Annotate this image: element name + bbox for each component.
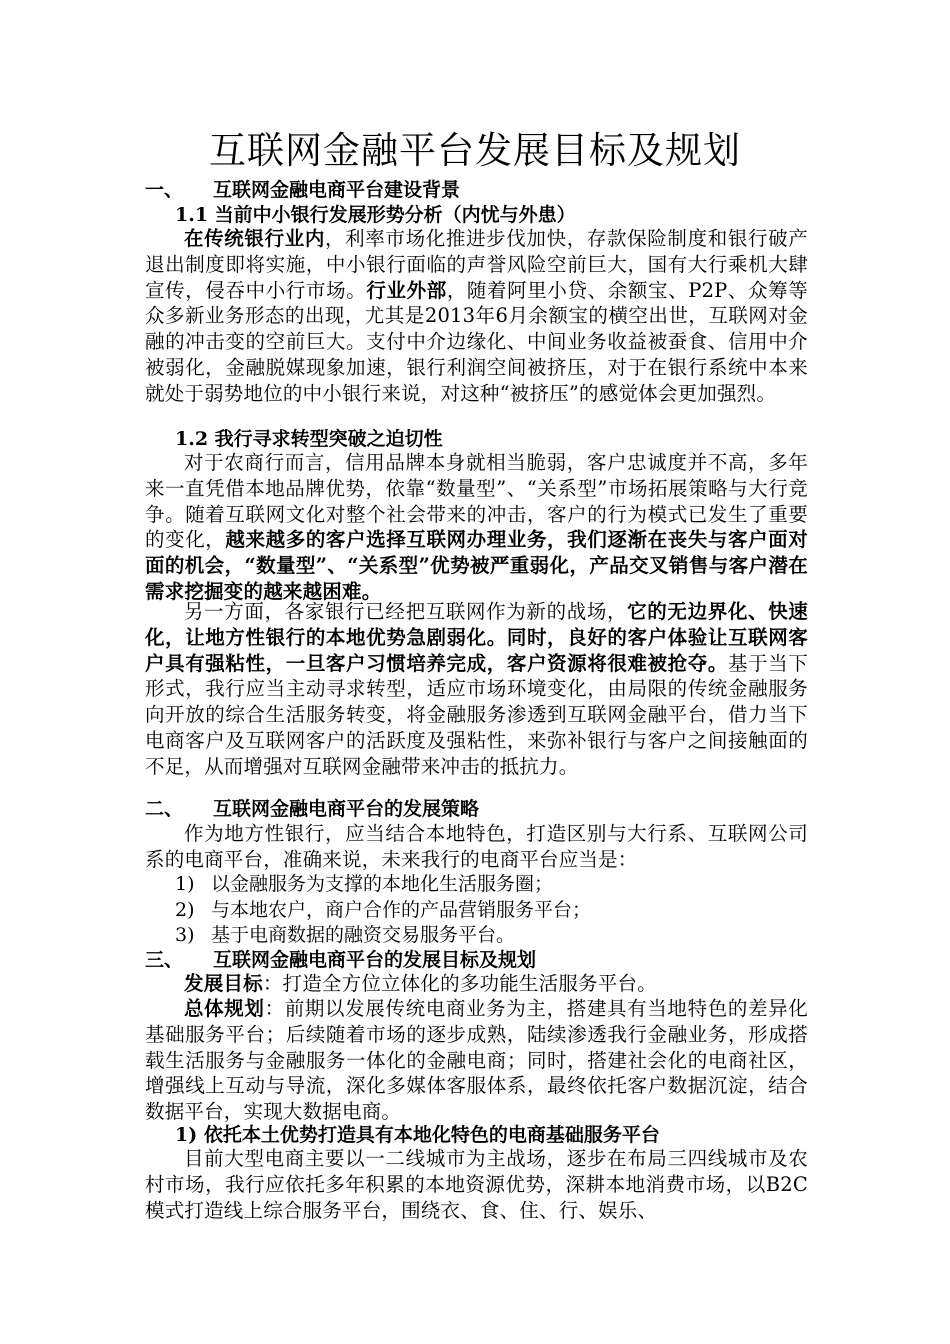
section-2-heading: [145, 797, 479, 821]
list-item-text: 基于电商数据的融资交易服务平台。: [211, 924, 516, 946]
section-3-number: 三、: [145, 949, 184, 971]
plan-label: 总体规划: [184, 997, 265, 1020]
subsection-1-2-heading: 1.2 我行寻求转型突破之迫切性: [175, 428, 443, 450]
list-item-text: 与本地农户，商户合作的产品营销服务平台；: [211, 899, 592, 921]
paragraph-text: 另一方面，各家银行已经把互联网作为新的战场，: [184, 600, 628, 623]
list-item-number: 1): [175, 873, 195, 895]
paragraph-text: ，利率市场化推进步伐加快，存款保险制度和银行破产退出制度即将实施，中小银行面临的声誉风险空前巨大，国有大行乘机大肆宣传，侵吞中小行市场。: [145, 227, 808, 302]
section-2-title: 互联网金融电商平台的发展策略: [213, 798, 480, 820]
section-3-title: 互联网金融电商平台的发展目标及规划: [213, 949, 537, 971]
bold-phrase: 它的无边界化、快速化，让地方性银行的本地优势急剧弱化。同时，良好的客户体验让互联网客户具有强粘性，一旦客户习惯培养完成，客户资源将很难被抢夺。: [145, 600, 808, 675]
paragraph-text: 基于当下形式，我行应当主动寻求转型，适应市场环境变化，由局限的传统金融服务向开放的综合生活服务转变，将金融服务渗透到互联网金融平台，借力当下电商客户及互联网客户的活跃度及强粘性，来弥补银行与客户之间接触面的不足，从而增强对互联网金融带来冲击的抵抗力。: [145, 651, 808, 778]
section-1-number: 一、: [145, 179, 184, 201]
paragraph-3-goal: [145, 971, 808, 997]
paragraph-text: ：前期以发展传统电商业务为主，搭建具有当地特色的差异化基础服务平台；后续随着市场的逐步成熟，陆续渗透我行金融业务，形成搭载生活服务与金融服务一体化的金融电商；同时，搭建社会化的电商社区，增强线上互动与导流，深化多媒体客服体系，最终依托客户数据沉淀，结合数据平台，实现大数据电商。: [145, 997, 808, 1124]
bold-phrase: 越来越多的客户选择互联网办理业务，我们逐渐在丧失与客户面对面的机会，“数量型”、“关系型”优势被严重弱化，产品交叉销售与客户潜在需求挖掘变的越来越困难。: [145, 528, 808, 603]
paragraph-text: 对于农商行而言，信用品牌本身就相当脆弱，客户忠诚度并不高，多年来一直凭借本地品牌优势，依靠“数量型”、“关系型”市场拓展策略与大行竞争。随着互联网文化对整个社会带来的冲击，客户的行为模式已发生了重要的变化，: [145, 451, 808, 552]
paragraph-text: ：打造全方位立体化的多功能生活服务平台。: [262, 972, 657, 995]
bold-phrase: 在传统银行业内: [184, 227, 325, 250]
paragraph-text: ，随着阿里小贷、余额宝、P2P、众筹等众多新业务形态的出现，尤其是2013年6月余额宝的横空出世，互联网对金融的冲击变的空前巨大。支付中介边缘化、中间业务收益被蚕食、信用中介被弱化，金融脱媒现象加速，银行利润空间被挤压，对于在银行系统中本来就处于弱势地位的中小银行来说，对这种“被挤压”的感觉体会更加强烈。: [145, 278, 808, 405]
paragraph-3-1: 目前大型电商主要以一二线城市为主战场，逐步在布局三四线城市及农村市场，我行应依托多年积累的本地资源优势，深耕本地消费市场，以B2C模式打造线上综合服务平台，围绕衣、食、住、行、娱乐、: [145, 1147, 808, 1222]
goal-label: 发展目标: [184, 972, 263, 995]
section-3-heading: [145, 948, 536, 972]
paragraph-1-1: [145, 226, 808, 407]
list-item: [175, 898, 591, 923]
document-title: 互联网金融平台发展目标及规划: [209, 129, 741, 172]
section-1-heading: [145, 178, 460, 202]
subsection-3-1-heading: 1) 依托本土优势打造具有本地化特色的电商基础服务平台: [175, 1124, 660, 1146]
bold-phrase: 行业外部: [366, 278, 447, 302]
paragraph-3-plan: [145, 996, 808, 1125]
list-item-number: 3): [175, 924, 195, 946]
list-item-text: 以金融服务为支撑的本地化生活服务圈；: [211, 873, 554, 895]
section-1-title: 互联网金融电商平台建设背景: [213, 179, 461, 201]
subsection-1-1-heading: 1.1 当前中小银行发展形势分析（内忧与外患）: [175, 204, 576, 226]
paragraph-2-1: 作为地方性银行，应当结合本地特色，打造区别与大行系、互联网公司系的电商平台，准确来说，未来我行的电商平台应当是：: [145, 822, 808, 871]
list-item-number: 2): [175, 899, 195, 921]
section-2-number: 二、: [145, 798, 184, 820]
list-item: [175, 872, 553, 897]
paragraph-1-2-a: [145, 450, 808, 605]
paragraph-1-2-b: [145, 599, 808, 780]
list-item: [175, 923, 515, 948]
